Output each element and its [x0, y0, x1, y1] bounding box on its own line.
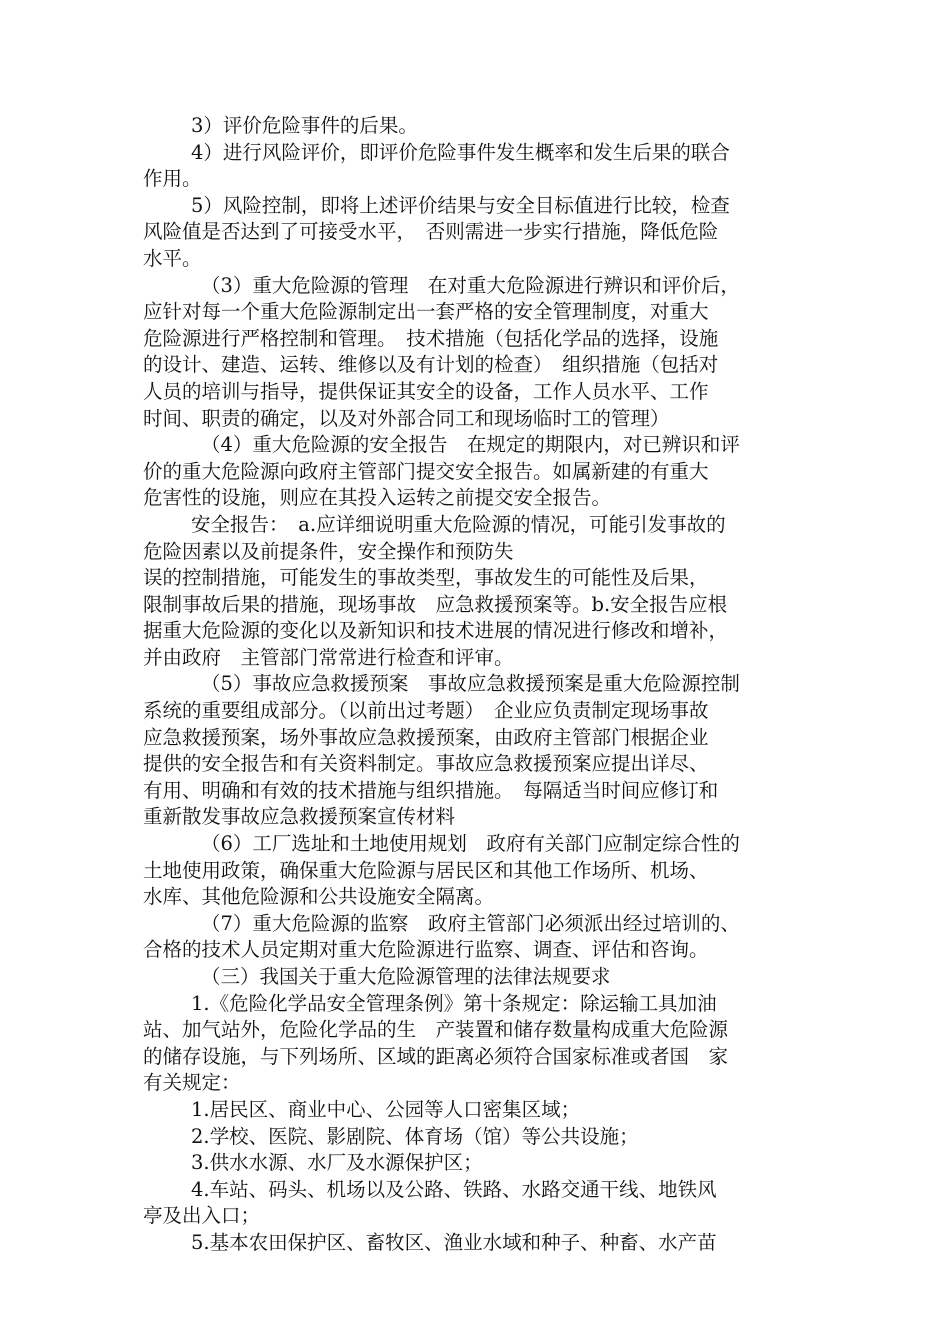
- text-line: 的储存设施，与下列场所、区域的距离必须符合国家标准或者国 家: [143, 1044, 729, 1068]
- text-line: 误的控制措施，可能发生的事故类型，事故发生的可能性及后果，: [143, 566, 709, 590]
- text-line: 的设计、建造、运转、维修以及有计划的检查） 组织措施（包括对: [143, 353, 719, 377]
- text-line: 据重大危险源的变化以及新知识和技术进展的情况进行修改和增补，: [143, 619, 729, 643]
- text-line: 提供的安全报告和有关资料制定。事故应急救援预案应提出详尽、: [143, 752, 709, 776]
- text-line: 风险值是否达到了可接受水平， 否则需进一步实行措施，降低危险: [143, 220, 719, 244]
- text-line: 危险因素以及前提条件，安全操作和预防失: [143, 539, 514, 563]
- text-line: 系统的重要组成部分。（以前出过考题） 企业应负责制定现场事故: [143, 699, 709, 723]
- text-line: 限制事故后果的措施，现场事故 应急救援预案等。b.安全报告应根: [143, 592, 728, 616]
- text-line: 5.基本农田保护区、畜牧区、渔业水域和种子、种畜、水产苗: [191, 1230, 717, 1254]
- text-line: 4.车站、码头、机场以及公路、铁路、水路交通干线、地铁风: [191, 1177, 717, 1201]
- text-line: （6）工厂选址和土地使用规划 政府有关部门应制定综合性的: [201, 832, 740, 856]
- text-line: （3）重大危险源的管理 在对重大危险源进行辨识和评价后，: [201, 273, 740, 297]
- text-line: 5）风险控制，即将上述评价结果与安全目标值进行比较，检查: [191, 193, 730, 217]
- text-line: 站、加气站外，危险化学品的生 产装置和储存数量构成重大危险源: [143, 1018, 729, 1042]
- text-line: 3）评价危险事件的后果。: [191, 114, 418, 137]
- text-line: 1.《危险化学品安全管理条例》第十条规定：除运输工具加油: [191, 991, 717, 1015]
- text-line: 重新散发事故应急救援预案宣传材料: [143, 805, 456, 829]
- text-line: （7）重大危险源的监察 政府主管部门必须派出经过培训的、: [201, 911, 740, 935]
- text-line: 4）进行风险评价，即评价危险事件发生概率和发生后果的联合: [191, 140, 730, 164]
- text-line: 时间、职责的确定，以及对外部合同工和现场临时工的管理）: [143, 406, 670, 430]
- text-line: （4）重大危险源的安全报告 在规定的期限内，对已辨识和评: [201, 433, 740, 457]
- text-line: 价的重大危险源向政府主管部门提交安全报告。如属新建的有重大: [143, 459, 709, 483]
- text-line: 合格的技术人员定期对重大危险源进行监察、调查、评估和咨询。: [143, 938, 709, 962]
- text-line: 作用。: [143, 167, 202, 191]
- text-line: 3.供水水源、水厂及水源保护区；: [191, 1151, 483, 1175]
- text-line: （5）事故应急救援预案 事故应急救援预案是重大危险源控制: [201, 672, 740, 696]
- text-line: 2.学校、医院、影剧院、体育场（馆）等公共设施；: [191, 1124, 639, 1148]
- text-line: 有用、明确和有效的技术措施与组织措施。 每隔适当时间应修订和: [143, 778, 719, 802]
- text-line: （三）我国关于重大危险源管理的法律法规要求: [201, 965, 611, 988]
- text-line: 人员的培训与指导，提供保证其安全的设备，工作人员水平、工作: [143, 379, 709, 403]
- text-line: 水库、其他危险源和公共设施安全隔离。: [143, 885, 495, 909]
- text-line: 危害性的设施，则应在其投入运转之前提交安全报告。: [143, 486, 612, 510]
- text-line: 应急救援预案，场外事故应急救援预案，由政府主管部门根据企业: [143, 725, 709, 749]
- text-line: 水平。: [143, 246, 202, 270]
- document-body: [143, 113, 813, 1257]
- text-line: 土地使用政策，确保重大危险源与居民区和其他工作场所、机场、: [143, 858, 709, 882]
- text-line: 并由政府 主管部门常常进行检查和评审。: [143, 645, 514, 669]
- text-line: 应针对每一个重大危险源制定出一套严格的安全管理制度，对重大: [143, 300, 709, 324]
- text-line: 危险源进行严格控制和管理。 技术措施（包括化学品的选择，设施: [143, 326, 719, 350]
- text-line: 1.居民区、商业中心、公园等人口密集区域；: [191, 1097, 581, 1121]
- text-line: 亭及出入口；: [143, 1204, 261, 1228]
- text-line: 安全报告： a.应详细说明重大危险源的情况，可能引发事故的: [191, 512, 726, 536]
- text-line: 有关规定：: [143, 1071, 241, 1095]
